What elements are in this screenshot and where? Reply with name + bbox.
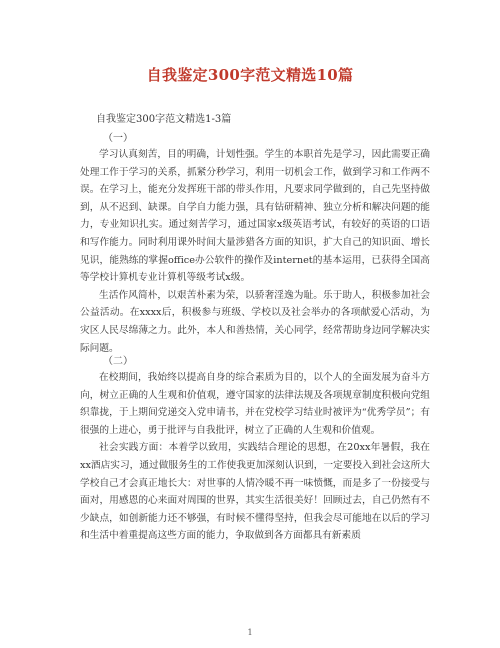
document-title: 自我鉴定300字范文精选10篇 bbox=[146, 66, 354, 84]
section-1-body bbox=[80, 146, 430, 357]
section-heading-1: （一） bbox=[103, 133, 133, 144]
section-heading-2: （二） bbox=[103, 356, 133, 367]
page-number: 1 bbox=[247, 628, 253, 637]
paragraph: 学习认真刻苦，目的明确，计划性强。学生的本职首先是学习，因此需要正确处理工作于学习的关系，抓紧分秒学习，利用一切机会工作，做到学习和工作两不误。在学习上，能充分发挥班干部的带头作用，凡要求同学做到的，自己先坚持做到，从不迟到、缺课。自学自力能力强，具有钻研精神、独立分析和解决问题的能力，专业知识扎实。通过刻苦学习，通过国家x级英语考试，有较好的英语的口语和写作能力。同时利用课外时间大量涉猎各方面的知识，扩大自己的知识面、增长见识，能熟练的掌握office办公软件的操作及internet的基本运用，已获得全国高等学校计算机专业计算机等级考试x级。 bbox=[80, 149, 430, 284]
paragraph: 生活作风简朴，以艰苦朴素为荣，以骄奢淫逸为耻。乐于助人，积极参加社会公益活动。在xxxx后，积极参与班级、学校以及社会举办的各项献爱心活动，为灾区人民尽绵薄之力。此外，本人和善热情，关心同学，经常帮助身边同学解决实际问题。 bbox=[80, 289, 430, 354]
paragraph: 在校期间，我始终以提高自身的综合素质为目的，以个人的全面发展为奋斗方向，树立正确的人生观和价值观，遵守国家的法律法规及各项规章制度积极向党组织靠拢，于上期间党递交入党申请书，并在党校学习结业时被评为“优秀学员”；有很强的上进心，勇于批评与自我批评，树立了正确的人生观和价值观。 bbox=[80, 372, 430, 436]
document-subtitle: 自我鉴定300字范文精选1-3篇 bbox=[96, 114, 232, 125]
paragraph: 社会实践方面：本着学以致用，实践结合理论的思想，在20xx年暑假，我在xx酒店实习，通过做服务生的工作使我更加深刻认识到，一定要投入到社会这所大学校自己才会真正地长大：对世事的人情冷暖不再一味愤慨，而是多了一份接受与面对，用感恩的心来面对周围的世界，其实生活很美好！回顾过去，自己仍然有不少缺点，如创新能力还不够强，有时候不懂得坚持，但我会尽可能地在以后的学习和生活中着重提高这些方面的能力，争取做到各方面都具有新素质 bbox=[80, 442, 430, 542]
section-2-body bbox=[80, 369, 430, 545]
